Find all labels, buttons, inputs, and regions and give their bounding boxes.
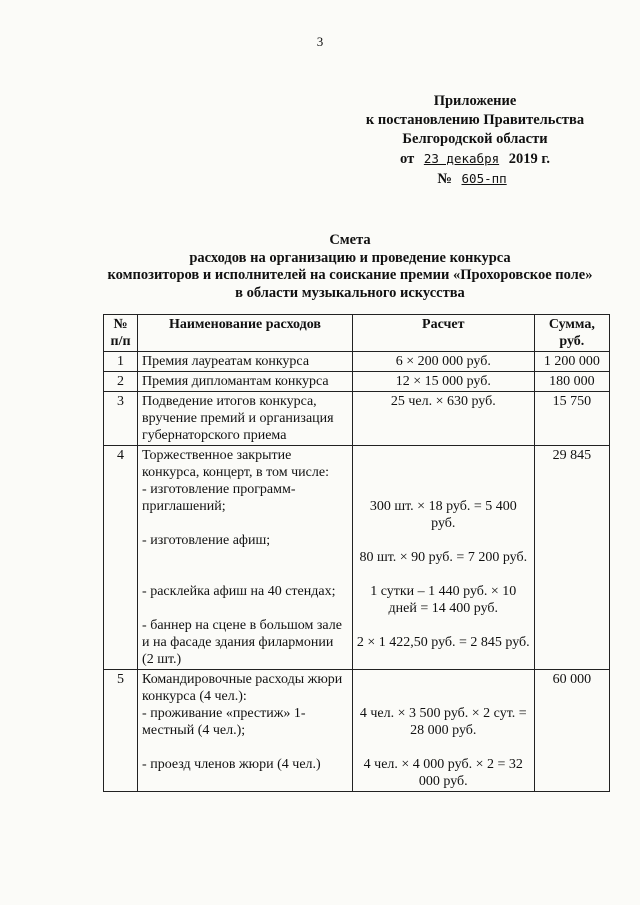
sub-item-name: - баннер на сцене в большом зале и на фасаде здания филармонии (2 шт.) [142, 618, 342, 667]
row-sum: 180 000 [534, 372, 609, 392]
row-name-main: Командировочные расходы жюри конкурса (4 чел.): [142, 672, 343, 704]
row-name-main: Торжественное закрытие конкурса, концерт, в том числе: [142, 448, 329, 480]
row-num: 4 [104, 446, 138, 670]
sub-item-calc: 2 × 1 422,50 руб. = 2 845 руб. [356, 635, 530, 650]
appendix-date [340, 149, 610, 169]
row-name [138, 670, 353, 792]
sub-item-calc: 1 сутки – 1 440 руб. × 10 дней = 14 400 руб. [370, 584, 517, 616]
sub-item-calc: 80 шт. × 90 руб. = 7 200 руб. [359, 550, 528, 565]
table-row [104, 392, 610, 446]
row-name [138, 446, 353, 670]
date-suffix: 2019 г. [508, 151, 550, 167]
table-header-row [104, 315, 610, 352]
row-num: 3 [104, 392, 138, 446]
page-number: 3 [316, 34, 324, 49]
header-calc: Расчет [352, 315, 534, 352]
table-row [104, 670, 610, 792]
document-title [70, 232, 630, 302]
appendix-title: Приложение [433, 93, 517, 109]
date-prefix: от [400, 151, 415, 167]
row-num: 1 [104, 352, 138, 372]
sub-item-name: - проживание «престиж» 1-местный (4 чел.); [142, 706, 306, 738]
title-line-2: расходов на организацию и проведение конкурса [189, 249, 511, 266]
row-calc: 25 чел. × 630 руб. [352, 392, 534, 446]
title-line-4: в области музыкального искусства [235, 284, 465, 301]
row-calc: 12 × 15 000 руб. [352, 372, 534, 392]
row-name: Премия дипломантам конкурса [138, 372, 353, 392]
row-sum: 60 000 [534, 670, 609, 792]
title-line-1: Смета [329, 232, 371, 248]
sub-item-name: - изготовление программ-приглашений; [142, 482, 296, 514]
sub-item-calc: 4 чел. × 4 000 руб. × 2 = 32 000 руб. [363, 757, 523, 789]
header-num: № п/п [104, 315, 138, 352]
appendix-decree: к постановлению Правительства [365, 112, 585, 128]
number-value: 605-пп [461, 171, 507, 186]
row-calc [352, 446, 534, 670]
header-sum: Сумма, руб. [534, 315, 609, 352]
row-num: 2 [104, 372, 138, 392]
row-name: Подведение итогов конкурса, вручение премий и организация губернаторского приема [138, 392, 353, 446]
table-row [104, 372, 610, 392]
appendix-region: Белгородской области [402, 131, 548, 147]
title-line-3: композиторов и исполнителей на соискание премии «Прохоровское поле» [107, 267, 593, 283]
header-name: Наименование расходов [138, 315, 353, 352]
row-sum: 29 845 [534, 446, 609, 670]
table-row [104, 352, 610, 372]
number-prefix: № [437, 171, 452, 187]
row-sum: 1 200 000 [534, 352, 609, 372]
sub-item-name: - расклейка афиш на 40 стендах; [142, 584, 336, 599]
row-calc: 6 × 200 000 руб. [352, 352, 534, 372]
table-row [104, 446, 610, 670]
appendix-block [340, 92, 610, 189]
sub-item-name: - проезд членов жюри (4 чел.) [142, 757, 321, 772]
date-value: 23 декабря [423, 151, 500, 166]
row-calc [352, 670, 534, 792]
row-name: Премия лауреатам конкурса [138, 352, 353, 372]
expense-table [103, 314, 610, 792]
appendix-number [340, 169, 610, 189]
row-num: 5 [104, 670, 138, 792]
sub-item-name: - изготовление афиш; [142, 533, 271, 548]
sub-item-calc: 4 чел. × 3 500 руб. × 2 сут. = 28 000 руб. [359, 706, 527, 738]
row-sum: 15 750 [534, 392, 609, 446]
sub-item-calc: 300 шт. × 18 руб. = 5 400 руб. [369, 499, 517, 531]
